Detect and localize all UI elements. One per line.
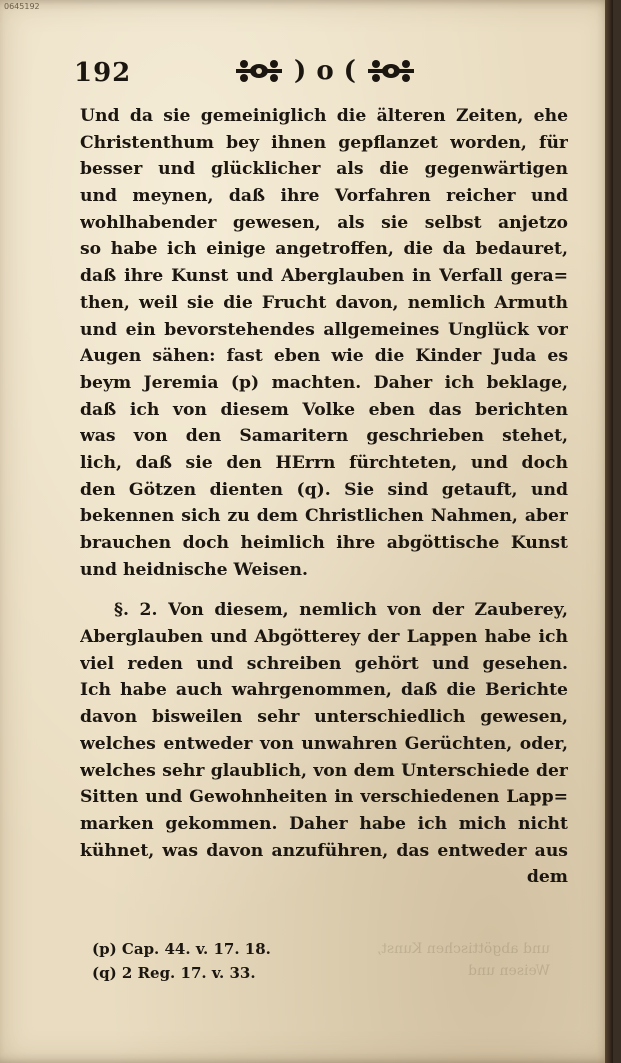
text-line: Sitten und Gewohnheiten in verschiedenen Lapp=: [80, 787, 568, 808]
text-line: Ich habe auch wahrgenommen, daß die Berichte: [80, 680, 568, 701]
text-line: then, weil sie die Frucht davon, nemlich Armuth: [80, 292, 568, 313]
text-line: Augen sähen: fast eben wie die Kinder Juda es: [80, 346, 568, 367]
text-line: so habe ich einige angetroffen, die da bedauret,: [80, 239, 568, 260]
body-text: [80, 103, 568, 891]
show-through-line: und abgöttischen Kunst,: [376, 941, 550, 957]
text-line: brauchen doch heimlich ihre abgöttische Kunst: [80, 533, 568, 553]
book-spine-edge: [605, 0, 613, 1063]
catalog-number: 0645192: [4, 2, 40, 11]
text-line: Und da sie gemeiniglich die älteren Zeiten, ehe: [80, 106, 568, 126]
text-line: welches sehr glaublich, von dem Unterschiede der: [80, 760, 568, 781]
text-line: und ein bevorstehendes allgemeines Unglück vor: [80, 319, 568, 340]
text-line: was von den Samaritern geschrieben stehet,: [80, 426, 568, 447]
text-line: den Götzen dienten (q). Sie sind getauft, und: [80, 479, 568, 500]
ornament-paren-right: ): [294, 56, 307, 86]
page-header: [74, 54, 574, 94]
text-line: beym Jeremia (p) machten. Daher ich beklage,: [80, 372, 568, 393]
ornament-circle: o: [316, 56, 334, 86]
text-line: kühnet, was davon anzuführen, das entweder aus: [80, 840, 568, 861]
text-line: und heidnische Weisen.: [80, 559, 309, 580]
show-through-text: [270, 938, 550, 982]
page-number: 192: [74, 58, 132, 88]
text-line: und meynen, daß ihre Vorfahren reicher und: [80, 186, 568, 207]
text-line: viel reden und schreiben gehört und gesehen.: [80, 653, 568, 674]
text-line: besser und glücklicher als die gegenwärtigen: [80, 159, 568, 180]
text-line: lich, daß sie den HErrn fürchteten, und doch: [80, 452, 568, 473]
header-ornament: [234, 54, 416, 88]
text-line: marken gekommen. Daher habe ich mich nicht: [80, 813, 568, 834]
fleuron-right-icon: [366, 56, 416, 86]
text-line: davon bisweilen sehr unterschiedlich gewesen,: [80, 707, 568, 728]
text-line: wohlhabender gewesen, als sie selbst anjetzo: [80, 212, 568, 233]
text-line: daß ihre Kunst und Aberglauben in Verfall gera=: [80, 266, 568, 287]
text-line: Christenthum bey ihnen gepflanzet worden, für: [80, 132, 568, 153]
paragraph-gap: [80, 583, 568, 597]
footnote-q: (q) 2 Reg. 17. v. 33.: [92, 964, 256, 982]
catchword: dem: [526, 867, 568, 888]
text-line: bekennen sich zu dem Christlichen Nahmen, aber: [80, 506, 568, 527]
show-through-line: Weisen und: [468, 963, 550, 979]
ornament-paren-left: (: [343, 56, 356, 86]
text-line: Aberglauben und Abgötterey der Lappen habe ich: [80, 627, 568, 648]
text-line: welches entweder von unwahren Gerüchten, oder,: [80, 733, 568, 754]
footnotes: [92, 937, 271, 985]
fleuron-left-icon: [234, 56, 284, 86]
text-line: daß ich von diesem Volke eben das berichten: [80, 399, 568, 420]
footnote-p: (p) Cap. 44. v. 17. 18.: [92, 940, 271, 958]
section-heading-line: §. 2. Von diesem, nemlich von der Zauberey,: [114, 600, 568, 621]
